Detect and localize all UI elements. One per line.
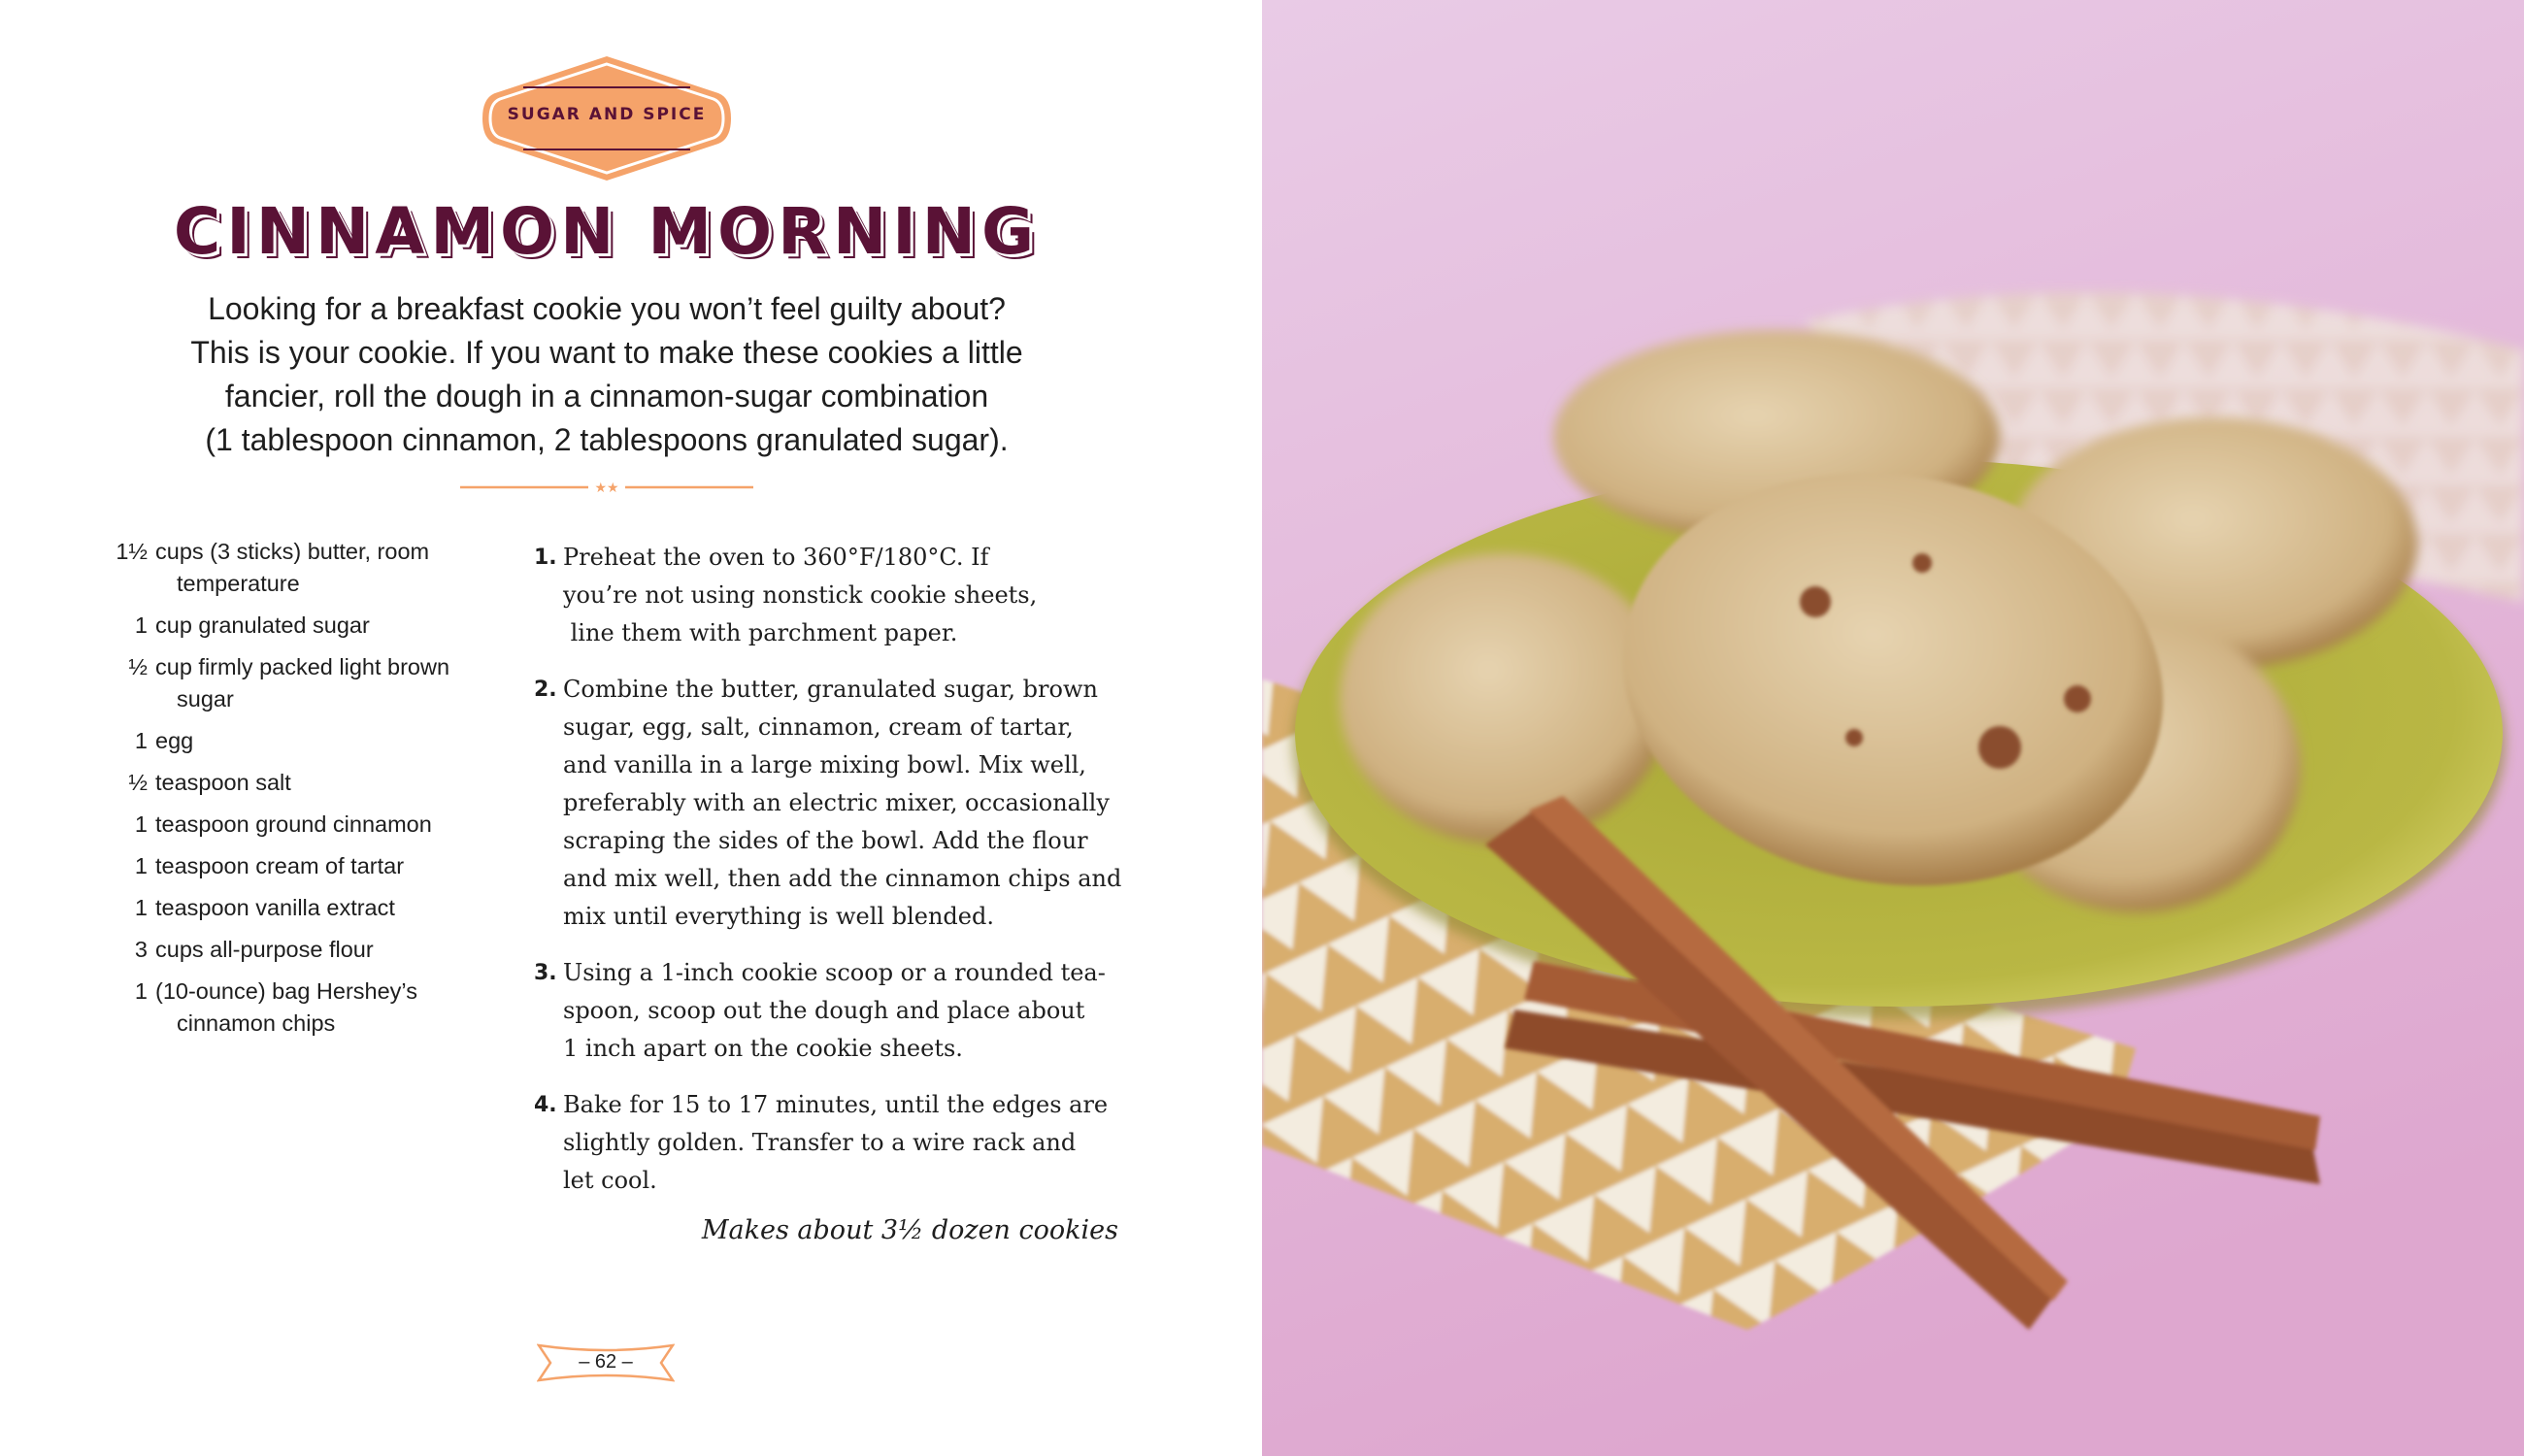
recipe-yield: Makes about 3½ dozen cookies [701,1215,1118,1245]
step-text-line: 1 inch apart on the cookie sheets. [563,1035,963,1062]
ingredient-quantity: ½ [128,770,148,795]
ingredient-quantity: 1 [134,612,148,638]
step-number: 2. [534,678,557,702]
ingredient-item [97,536,466,600]
instruction-step [529,539,1150,652]
category-badge [481,54,733,182]
ingredient-quantity: ½ [128,654,148,679]
ingredient-text: (10-ounce) bag Hershey’s [155,978,417,1004]
intro-line: fancier, roll the dough in a cinnamon-sugar combination [224,379,989,414]
ingredient-item [97,610,466,642]
ingredient-text-continued: cinnamon chips [177,1010,336,1036]
cookie-photo [1262,0,2524,1456]
ingredient-item [97,892,466,924]
page-number-ribbon [537,1340,675,1386]
ingredient-text-continued: temperature [177,571,300,596]
intro-line: (1 tablespoon cinnamon, 2 tablespoons granulated sugar). [205,422,1009,457]
step-number: 1. [534,546,557,570]
ingredient-text: cup firmly packed light brown [155,654,450,679]
ingredient-item [97,725,466,757]
step-text-line: spoon, scoop out the dough and place about [563,997,1085,1024]
ingredient-text: egg [155,728,194,753]
ingredient-quantity: 1 [134,728,148,753]
ingredient-text: teaspoon ground cinnamon [155,811,432,837]
step-number: 4. [534,1093,557,1117]
ingredient-text: teaspoon cream of tartar [155,853,405,878]
two-stars-divider-icon [460,480,753,495]
ingredient-text: teaspoon vanilla extract [155,895,395,920]
ingredients-list [97,536,466,1049]
step-text-line: Combine the butter, granulated sugar, brown [563,676,1098,703]
ingredient-quantity: 1½ [116,539,148,564]
ingredient-quantity: 3 [134,937,148,962]
step-text-line: Bake for 15 to 17 minutes, until the edges are [563,1091,1109,1118]
ingredient-item [97,850,466,882]
ingredient-text: cup granulated sugar [155,612,370,638]
recipe-intro [0,287,1213,462]
ingredient-text-continued: sugar [177,686,234,711]
instruction-step [529,671,1150,936]
step-text-line: let cool. [563,1167,657,1194]
step-text-line: slightly golden. Transfer to a wire rack and [563,1129,1077,1156]
badge-label: SUGAR AND SPICE [507,105,707,124]
instruction-step [529,1086,1150,1200]
ingredient-item [97,976,466,1040]
ingredient-quantity: 1 [134,853,148,878]
recipe-title: CINNAMON MORNING [173,194,1041,269]
ingredient-item [97,767,466,799]
step-text-line: scraping the sides of the bowl. Add the flour [563,827,1088,854]
ingredient-quantity: 1 [134,978,148,1004]
step-text-line: Using a 1-inch cookie scoop or a rounded tea- [563,959,1106,986]
step-text-line: and vanilla in a large mixing bowl. Mix well, [563,751,1086,778]
ingredient-quantity: 1 [134,811,148,837]
ingredient-text: cups all-purpose flour [155,937,374,962]
instruction-step [529,954,1150,1068]
intro-line: Looking for a breakfast cookie you won’t feel guilty about? [208,291,1006,326]
ingredient-text: cups (3 sticks) butter, room [155,539,430,564]
step-text-line: mix until everything is well blended. [563,903,994,930]
step-text-line: sugar, egg, salt, cinnamon, cream of tartar, [563,713,1074,741]
instructions-list [529,539,1150,1218]
step-text-line: Preheat the oven to 360°F/180°C. If [563,544,989,571]
step-text-line: and mix well, then add the cinnamon chips and [563,865,1122,892]
svg-text:★★: ★★ [594,480,619,495]
step-number: 3. [534,961,557,985]
step-text-line: line them with parchment paper. [563,619,958,646]
cookies-plate-image [1262,0,2524,1456]
ingredient-item [97,651,466,715]
intro-line: This is your cookie. If you want to make these cookies a little [190,335,1023,370]
ingredient-item [97,809,466,841]
step-text-line: preferably with an electric mixer, occasionally [563,789,1110,816]
ingredient-text: teaspoon salt [155,770,291,795]
step-text-line: you’re not using nonstick cookie sheets, [563,581,1038,609]
page-number: – 62 – [579,1351,633,1373]
ingredient-item [97,934,466,966]
ingredient-quantity: 1 [134,895,148,920]
